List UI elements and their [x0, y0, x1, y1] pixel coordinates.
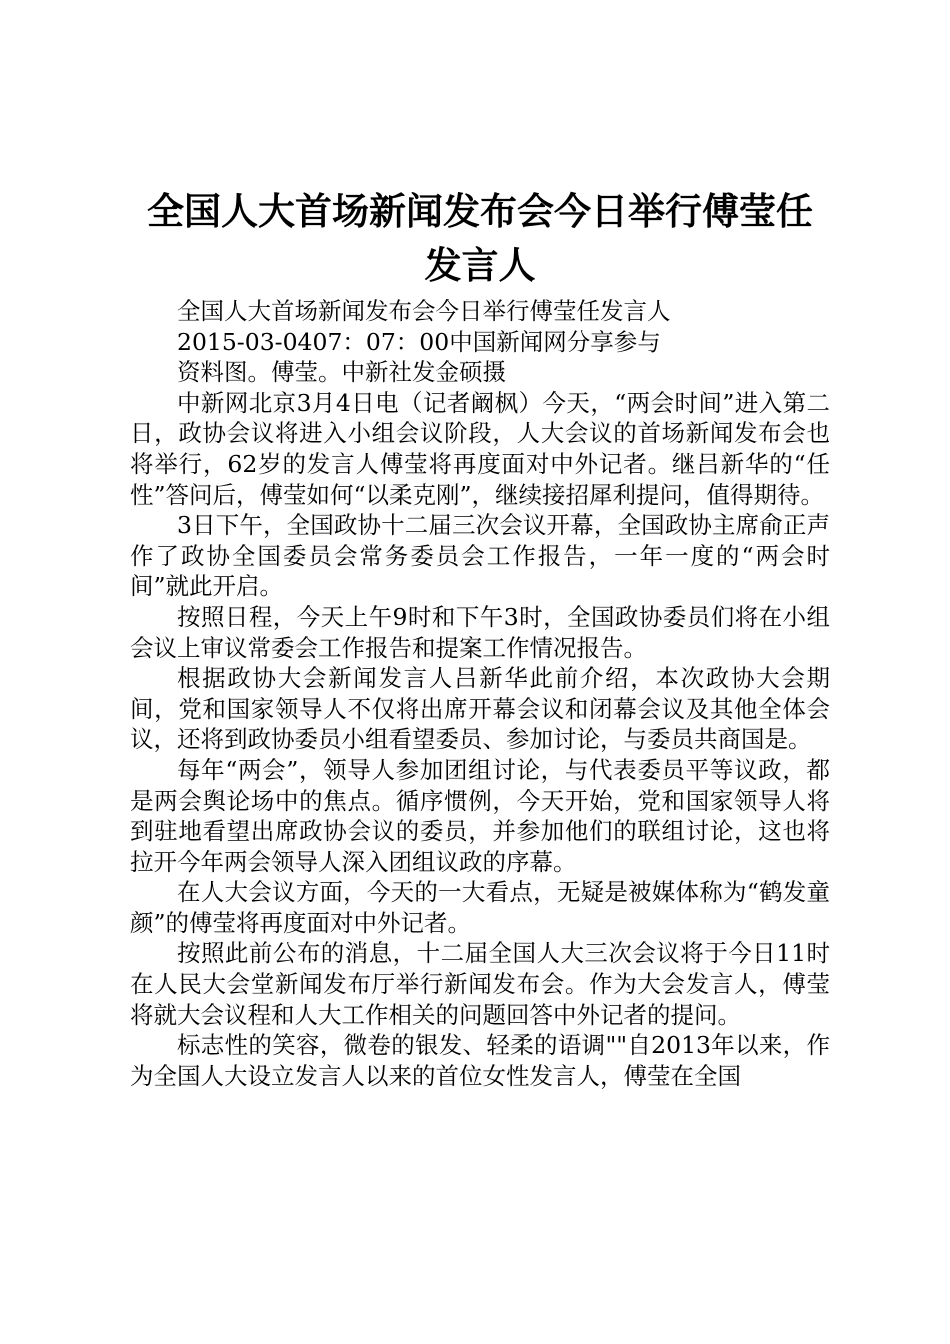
paragraph: 按照日程，今天上午9时和下午3时，全国政协委员们将在小组会议上审议常委会工作报告和提案工作情况报告。 — [130, 602, 830, 662]
paragraph: 全国人大首场新闻发布会今日举行傅莹任发言人 — [177, 297, 671, 325]
paragraph: 中新网北京3月4日电（记者阚枫）今天，“两会时间”进入第二日，政协会议将进入小组会议阶段，人大会议的首场新闻发布会也将举行，62岁的发言人傅莹将再度面对中外记者。继吕新华的“任性”答问后，傅莹如何“以柔克刚”，继续接招犀利提问，值得期待。 — [130, 388, 830, 509]
paragraph: 按照此前公布的消息，十二届全国人大三次会议将于今日11时在人民大会堂新闻发布厅举行新闻发布会。作为大会发言人，傅莹将就大会议程和人大工作相关的问题回答中外记者的提问。 — [130, 939, 830, 1029]
paragraph: 在人大会议方面，今天的一大看点，无疑是被媒体称为“鹤发童颜”的傅莹将再度面对中外记者。 — [130, 878, 830, 937]
paragraph: 2015-03-0407：07：00中国新闻网分享参与 — [177, 327, 661, 356]
document-body — [130, 296, 830, 1091]
paragraph: 根据政协大会新闻发言人吕新华此前介绍，本次政协大会期间，党和国家领导人不仅将出席开幕会议和闭幕会议及其他全体会议，还将到政协委员小组看望委员、参加讨论，与委员共商国是。 — [130, 664, 830, 754]
paragraph: 3日下午，全国政协十二届三次会议开幕，全国政协主席俞正声作了政协全国委员会常务委员会工作报告，一年一度的“两会时间”就此开启。 — [130, 511, 830, 601]
paragraph: 标志性的笑容，微卷的银发、轻柔的语调""自2013年以来，作为全国人大设立发言人以来的首位女性发言人，傅莹在全国 — [130, 1031, 830, 1090]
paragraph: 资料图。傅莹。中新社发金硕摄 — [177, 358, 506, 387]
document-page — [130, 0, 830, 1091]
document-title: 全国人大首场新闻发布会今日举行傅莹任发言人 — [147, 189, 813, 287]
paragraph: 每年“两会”，领导人参加团组讨论，与代表委员平等议政，都是两会舆论场中的焦点。循序惯例，今天开始，党和国家领导人将到驻地看望出席政协会议的委员，并参加他们的联组讨论，这也将拉开今年两会领导人深入团组议政的序幕。 — [130, 755, 830, 876]
